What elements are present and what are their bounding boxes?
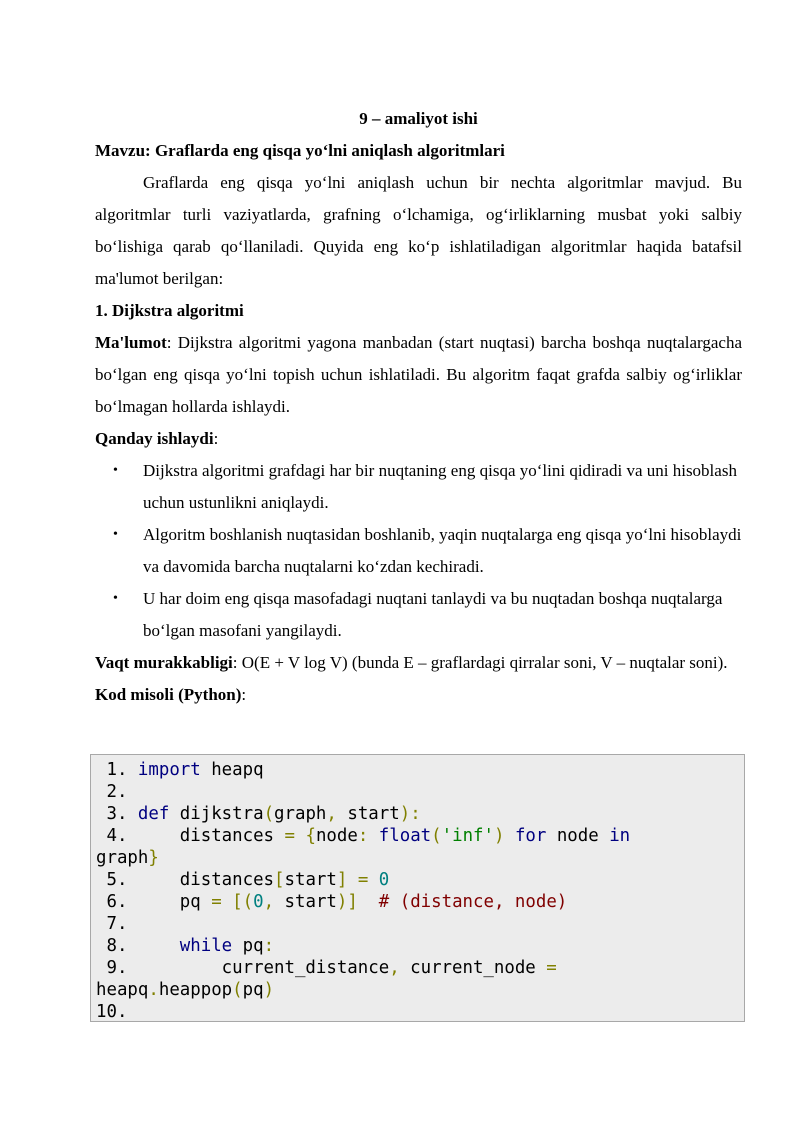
code-text: heapq: [96, 980, 149, 1000]
line-number: 10.: [96, 1002, 128, 1022]
code-operator: (: [263, 804, 275, 824]
code-number: 0: [253, 892, 264, 912]
code-operator: )]: [336, 892, 358, 912]
code-line-1: [96, 759, 744, 781]
line-number: 8.: [96, 936, 128, 956]
code-text: start: [284, 870, 337, 890]
intro-paragraph: Graflarda eng qisqa yo‘lni aniqlash uchun bir nechta algoritmlar mavjud. Bu algoritmlar turli vaziyatlarda, grafning o‘lchamiga, og‘irliklarning musbat yoki salbiy bo‘lishiga qarab qo‘llaniladi. Quyida eng ko‘p ishlatiladigan algoritmlar haqida batafsil ma'lumot berilgan:: [95, 173, 742, 288]
list-item: [95, 455, 742, 519]
line-number: 4.: [96, 826, 128, 846]
code-line-4: [96, 825, 744, 847]
how-label: Qanday ishlaydi: [95, 429, 214, 448]
section-heading-dijkstra: 1. Dijkstra algoritmi: [95, 301, 244, 320]
code-example-heading: [95, 679, 742, 711]
code-line-6: [96, 891, 744, 913]
code-line-5: [96, 869, 744, 891]
code-line-7: [96, 913, 744, 935]
code-keyword: def: [137, 804, 170, 824]
code-text: heappop: [158, 980, 233, 1000]
code-operator: [: [274, 870, 285, 890]
bullet-icon: •: [113, 463, 118, 478]
code-text: start: [336, 804, 400, 824]
code-operator: [(: [221, 892, 254, 912]
how-heading: [95, 423, 742, 455]
code-text: current_node: [399, 958, 547, 978]
code-keyword: import: [137, 760, 201, 780]
line-number: 3.: [96, 804, 128, 824]
topic-heading: Mavzu: Graflarda eng qisqa yo‘lni aniqlash algoritmlari: [95, 141, 505, 160]
bullet-text: Algoritm boshlanish nuqtasidan boshlanib, yaqin nuqtalarga eng qisqa yo‘lni hisoblaydi va davomida barcha nuqtalarni ko‘zdan kechiradi.: [143, 525, 742, 576]
code-label: Kod misoli (Python): [95, 685, 242, 704]
code-operator: {: [294, 826, 316, 846]
bullet-icon: •: [113, 591, 118, 606]
code-operator: =: [211, 892, 222, 912]
code-text: start: [274, 892, 337, 912]
code-text: pq: [232, 936, 264, 956]
line-number: 2.: [96, 782, 128, 802]
page-title: 9 – amaliyot ishi: [359, 109, 478, 128]
code-operator: }: [148, 848, 159, 868]
code-operator: =: [284, 826, 295, 846]
info-text: : Dijkstra algoritmi yagona manbadan (start nuqtasi) barcha boshqa nuqtalargacha bo‘lgan eng qisqa yo‘lni topish uchun ishlatiladi. Bu algoritm faqat grafda salbiy og‘irliklar bo‘lmagan hollarda ishlaydi.: [95, 333, 742, 416]
code-operator: ): [493, 826, 505, 846]
code-colon: :: [241, 685, 247, 704]
how-colon: :: [213, 429, 219, 448]
code-operator: (: [431, 826, 442, 846]
line-number: 9.: [96, 958, 128, 978]
list-item: [95, 583, 742, 647]
code-block: [90, 754, 745, 1022]
line-number: 7.: [96, 914, 128, 934]
code-line-4-wrap: [96, 847, 744, 869]
code-operator: :: [263, 936, 275, 956]
list-item: [95, 519, 742, 583]
code-builtin: float: [368, 826, 432, 846]
complexity-text: : O(E + V log V) (bunda E – graflardagi qirralar soni, V – nuqtalar soni).: [232, 653, 728, 672]
code-text: distances: [137, 870, 275, 890]
code-text: pq: [242, 980, 264, 1000]
info-paragraph: [95, 327, 742, 423]
document-page: [95, 103, 742, 711]
code-operator: .: [148, 980, 159, 1000]
code-operator: =: [546, 958, 557, 978]
code-keyword: for: [504, 826, 547, 846]
code-line-3: [96, 803, 744, 825]
code-number: 0: [378, 870, 390, 890]
code-text: pq: [137, 892, 212, 912]
code-text: graph: [274, 804, 327, 824]
code-keyword: in: [609, 826, 631, 846]
code-line-8: [96, 935, 744, 957]
code-text: current_distance: [137, 958, 390, 978]
code-text: node: [546, 826, 610, 846]
code-text: distances: [137, 826, 285, 846]
code-operator: (: [232, 980, 243, 1000]
code-operator: ,: [263, 892, 275, 912]
code-comment: # (distance, node): [357, 892, 568, 912]
code-line-2: [96, 781, 744, 803]
code-line-10: [96, 1001, 744, 1023]
code-text: dijkstra: [169, 804, 264, 824]
bullet-icon: •: [113, 527, 118, 542]
bullet-text: Dijkstra algoritmi grafdagi har bir nuqtaning eng qisqa yo‘lini qidiradi va uni hisoblash uchun ustunlikni aniqlaydi.: [143, 461, 737, 512]
code-text: node: [315, 826, 358, 846]
code-string: 'inf': [441, 826, 494, 846]
code-operator: ]: [336, 870, 348, 890]
code-text: heapq: [200, 760, 264, 780]
complexity-paragraph: [95, 647, 742, 679]
line-number: 1.: [96, 760, 128, 780]
code-operator: ,: [389, 958, 400, 978]
code-operator: ,: [326, 804, 337, 824]
line-number: 5.: [96, 870, 128, 890]
code-operator: ): [263, 980, 275, 1000]
info-label: Ma'lumot: [95, 333, 167, 352]
code-text: graph: [96, 848, 149, 868]
line-number: 6.: [96, 892, 128, 912]
code-keyword: while: [137, 936, 233, 956]
code-line-9: [96, 957, 744, 979]
complexity-label: Vaqt murakkabligi: [95, 653, 233, 672]
code-line-9-wrap: [96, 979, 744, 1001]
bullet-text: U har doim eng qisqa masofadagi nuqtani tanlaydi va bu nuqtadan boshqa nuqtalarga bo‘lgan masofani yangilaydi.: [143, 589, 723, 640]
bullet-list: [95, 455, 742, 647]
code-operator: :: [357, 826, 369, 846]
code-operator: =: [347, 870, 379, 890]
code-operator: ):: [399, 804, 421, 824]
